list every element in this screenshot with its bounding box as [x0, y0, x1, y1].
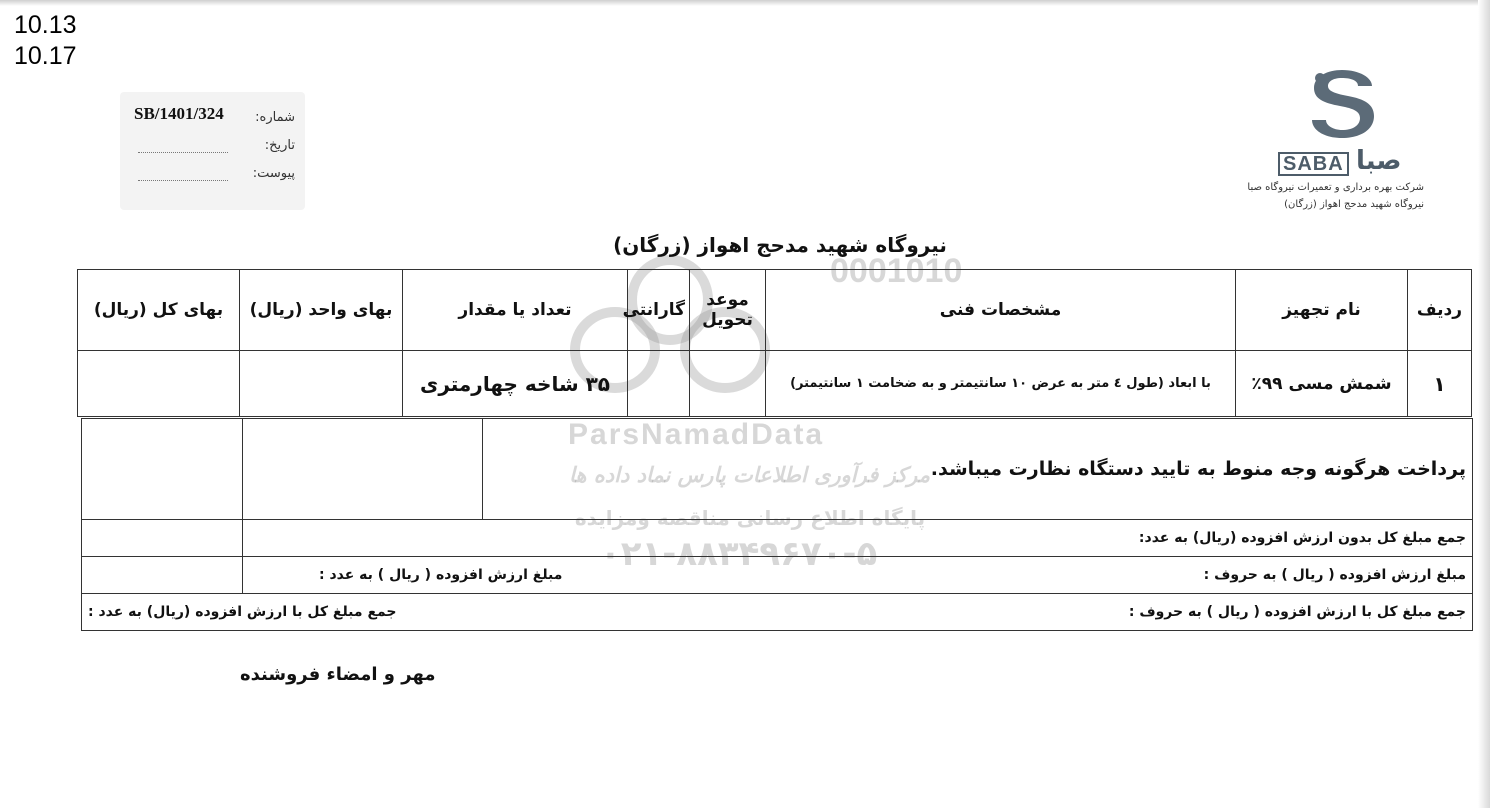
- cell-total-price: [78, 351, 240, 417]
- vat-cell: [243, 557, 1473, 594]
- header-specs: مشخصات فنی: [766, 270, 1236, 351]
- letter-number-label: شماره:: [255, 110, 295, 125]
- total-vat-number-label: جمع مبلغ کل با ارزش افزوده (ریال) به عدد :: [88, 604, 397, 620]
- cell-row-number: ۱: [1408, 351, 1472, 417]
- note-row: [82, 419, 1473, 520]
- payment-note: پرداخت هرگونه وجه منوط به تایید دستگاه نظارت میباشد.: [483, 419, 1473, 520]
- summary-row: [82, 520, 1473, 557]
- watermark-line2: پایگاه اطلاع رسانی مناقصه ومزایده: [574, 506, 926, 530]
- header-equipment: نام تجهیز: [1236, 270, 1408, 351]
- reference-code: 10.17: [14, 42, 77, 70]
- letter-date-label: تاریخ:: [264, 138, 295, 153]
- header-quantity: تعداد یا مقدار: [403, 270, 628, 351]
- summary-row: [82, 594, 1473, 631]
- watermark-brand: ParsNamadData: [568, 418, 825, 451]
- summary-table: [81, 418, 1473, 631]
- items-table: [77, 269, 1472, 417]
- vat-number-label: مبلغ ارزش افزوده ( ریال ) به عدد :: [319, 567, 563, 583]
- total-no-vat-label: جمع مبلغ کل بدون ارزش افزوده (ریال) به عدد:: [243, 520, 1473, 557]
- header-row-number: ردیف: [1408, 270, 1472, 351]
- watermark-phone: ۰۲۱-۸۸۳۴۹۶۷۰-۵: [600, 534, 878, 574]
- scan-top-edge: [0, 0, 1490, 6]
- watermark-digits: 0001010: [830, 252, 963, 290]
- letterhead-meta: [120, 92, 305, 210]
- logo-persian: صبا: [1356, 146, 1402, 176]
- cell-delivery: [690, 351, 766, 417]
- attachment-dotted-line: [138, 180, 228, 181]
- summary-value-cell: [82, 557, 243, 594]
- company-logo: [1247, 64, 1432, 214]
- cell-quantity: ۳۵ شاخه چهارمتری: [403, 351, 628, 417]
- table-row: [78, 351, 1472, 417]
- table-header-row: [78, 270, 1472, 351]
- header-unit-price: بهای واحد (ریال): [240, 270, 403, 351]
- total-vat-words-label: جمع مبلغ کل با ارزش افزوده ( ریال ) به حروف :: [1128, 604, 1466, 620]
- logo-plant-line: نیروگاه شهید مدحج اهواز (زرگان): [1284, 199, 1424, 210]
- watermark-line1: مرکز فرآوری اطلاعات پارس نماد داده ها: [568, 462, 930, 487]
- saba-emblem-icon: [1302, 64, 1382, 144]
- letter-number-value: SB/1401/324: [134, 104, 224, 123]
- date-dotted-line: [138, 152, 228, 153]
- header-delivery: موعد تحویل: [690, 270, 766, 351]
- note-blank-cell: [82, 419, 243, 520]
- summary-row: [82, 557, 1473, 594]
- header-guarantee: گارانتی: [628, 270, 690, 351]
- summary-value-cell: [82, 520, 243, 557]
- vat-words-label: مبلغ ارزش افزوده ( ریال ) به حروف :: [1203, 567, 1466, 583]
- total-vat-cell: [82, 594, 1473, 631]
- reference-codes: [14, 10, 77, 72]
- cell-equipment: شمش مسی ۹۹٪: [1236, 351, 1408, 417]
- cell-guarantee: [628, 351, 690, 417]
- note-blank-cell: [243, 419, 483, 520]
- document-title: نیروگاه شهید مدحج اهواز (زرگان): [613, 233, 947, 257]
- logo-company-line: شرکت بهره برداری و تعمیرات نیروگاه صبا: [1247, 182, 1424, 193]
- scan-right-edge: [1478, 0, 1490, 808]
- cell-specs: با ابعاد (طول ٤ متر به عرض ۱۰ سانتیمتر و به ضخامت ۱ سانتیمتر): [766, 351, 1236, 417]
- letter-attachment-label: پیوست:: [252, 166, 295, 181]
- header-total-price: بهای کل (ریال): [78, 270, 240, 351]
- logo-latin: SABA: [1278, 152, 1349, 176]
- cell-unit-price: [240, 351, 403, 417]
- seller-signature-label: مهر و امضاء فروشنده: [240, 664, 436, 685]
- reference-code: 10.13: [14, 11, 77, 39]
